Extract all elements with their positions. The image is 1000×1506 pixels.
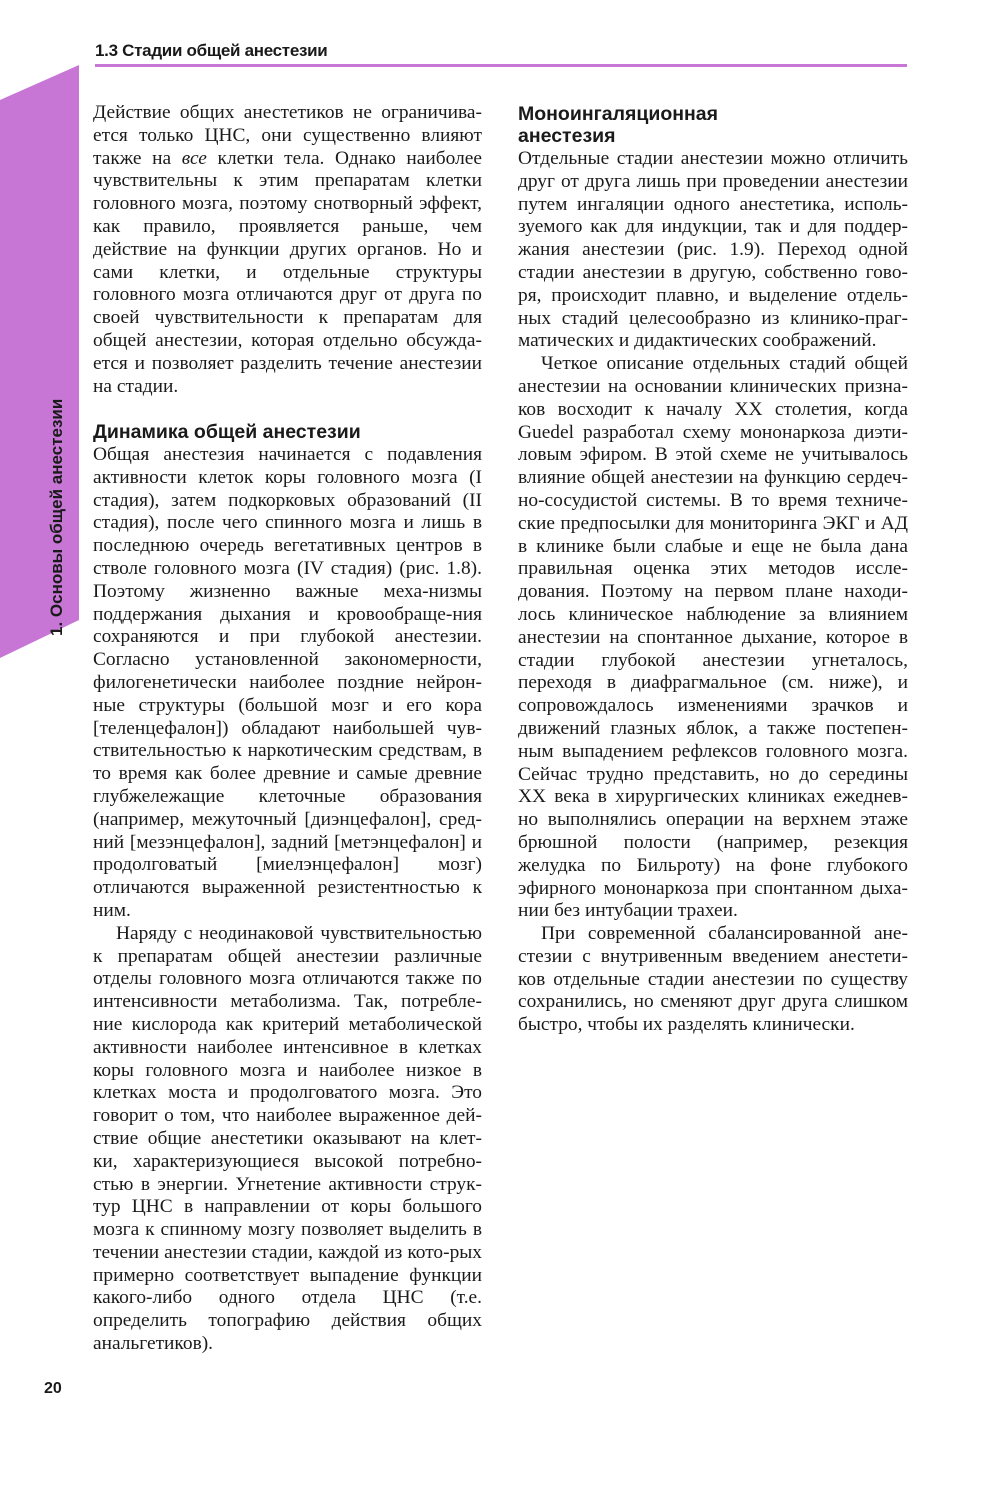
heading-dynamics: Динамика общей анестезии: [93, 421, 361, 443]
intro-text-2: клетки тела. Однако наиболее чувствительны к этим препаратам клетки головного мозга, поэтому снотворный эффект, как правило, проявляется раньше, чем действие на функции других органов. Но и сами клетки, и отдельные структуры головного мозга отличаются друг от друга по своей чувствительности к препаратам для общей анестезии, которая отдельно обсужда-ется и позволяет разделить течение анестезии на стадии.: [93, 147, 482, 397]
intro-text-1: Действие общих анестетиков не ограничива-ется только ЦНС, они существенно влияют также на: [93, 102, 482, 169]
running-header: [95, 40, 907, 67]
intro-emphasis: все: [181, 147, 207, 169]
paragraph-balanced: При современной сбалансированной ане-стезии с внутривенным введением анестети-ков отдельные стадии анестезии по существу сохранились, но сменяют друг друга слишком быстро, чтобы их разделять клинически.: [518, 923, 908, 1036]
chapter-side-tab: [0, 0, 80, 1501]
left-column-intro: [93, 102, 482, 398]
intro-paragraph: [93, 102, 482, 398]
paragraph-stages-distinction: Отдельные стадии анестезии можно отличить друг от друга лишь при проведении анестезии путем ингаляции одного анестетика, исполь-зуемого как для индукции, так и для поддер-жания анестезии (рис. 1.9). Переход одной стадии анестезии в другую, собственно гово-ря, происходит плавно, и выделение отдель-ных стадий целесообразно из клинико-праг-матических и дидактических соображений.: [518, 148, 908, 352]
header-rule: [95, 64, 907, 67]
section-title: 1.3 Стадии общей анестезии: [95, 41, 328, 60]
chapter-side-label: 1. Основы общей анестезии: [47, 398, 66, 636]
heading-mono-inhalation: Моноингаляционная анестезия: [518, 103, 719, 147]
paragraph-dynamics: Общая анестезия начинается с подавления активности клеток коры головного мозга (I стадия), затем подкорковых образований (II стадия), после чего спинного мозга и лишь в последнюю очередь вегетативных центров в стволе головного мозга (IV стадия) (рис. 1.8). Поэтому жизненно важные меха-низмы поддержания дыхания и кровообраще-ния сохраняются и при глубокой анестезии. Согласно установленной закономерности, филогенетически наиболее поздние нейрон-ные структуры (большой мозг и его кора [теленцефалон]) обладают наибольшей чув-ствительностью к наркотическим средствам, в то время как более древние и самые древние глубжележащие клеточные образования (например, межуточный [диэнцефалон], сред-ний [мезэнцефалон], задний [метэнцефалон] и продолговатый [миелэнцефалон] мозг) отличаются выраженной резистентностью к ним.: [93, 444, 482, 921]
paragraph-guedel: Четкое описание отдельных стадий общей анестезии на основании клинических призна-ков восходит к началу XX столетия, когда Guedel разработал схему мононаркоза диэти-ловым эфиром. В этой схеме не учитывалось влияние общей анестезии на функцию сердеч-но-сосудистой системы. В то время техниче-ские предпосылки для мониторинга ЭКГ и АД в клинике были слабые и еще не была дана правильная оценка этих методов иссле-дования. Поэтому на первом плане находи-лось клиническое наблюдение за влиянием анестезии на спонтанное дыхание, которое в стадии глубокой анестезии угнеталось, переходя в диафрагмальное (см. ниже), и сопровождалось изменениями зрачков и движений глазных яблок, а также постепен-ным выпадением рефлексов головного мозга. Сейчас трудно представить, но до середины XX века в хирургических клиниках ежеднев-но выполнялись операции на верхнем этаже брюшной полости (например, резекция желудка по Бильроту) на фоне глубокого эфирного мононаркоза при спонтанном дыха-нии без интубации трахеи.: [518, 353, 908, 922]
left-column-body: [93, 444, 482, 1356]
chapter-tab-shape: [0, 0, 80, 1501]
paragraph-metabolism: Наряду с неодинаковой чувствительностью к препаратам общей анестезии различные отделы головного мозга отличаются также по интенсивности метаболизма. Так, потребле-ние кислорода как критерий метаболической активности наиболее интенсивное в клетках коры головного мозга и наиболее низкое в клетках моста и продолговатого мозга. Это говорит о том, что наиболее выраженное дей-ствие общие анестетики оказывают на клет-ки, характеризующиеся высокой потребно-стью в энергии. Угнетение активности струк-тур ЦНС в направлении от коры большого мозга к спинному мозгу позволяет выделить в течении анестезии стадии, каждой из кото-рых примерно соответствует выпадение функции какого-либо одного отдела ЦНС (т.е. определить топографию действия общих анальгетиков).: [93, 922, 482, 1355]
right-column-body: [518, 148, 908, 1037]
page-number: 20: [44, 1380, 62, 1397]
